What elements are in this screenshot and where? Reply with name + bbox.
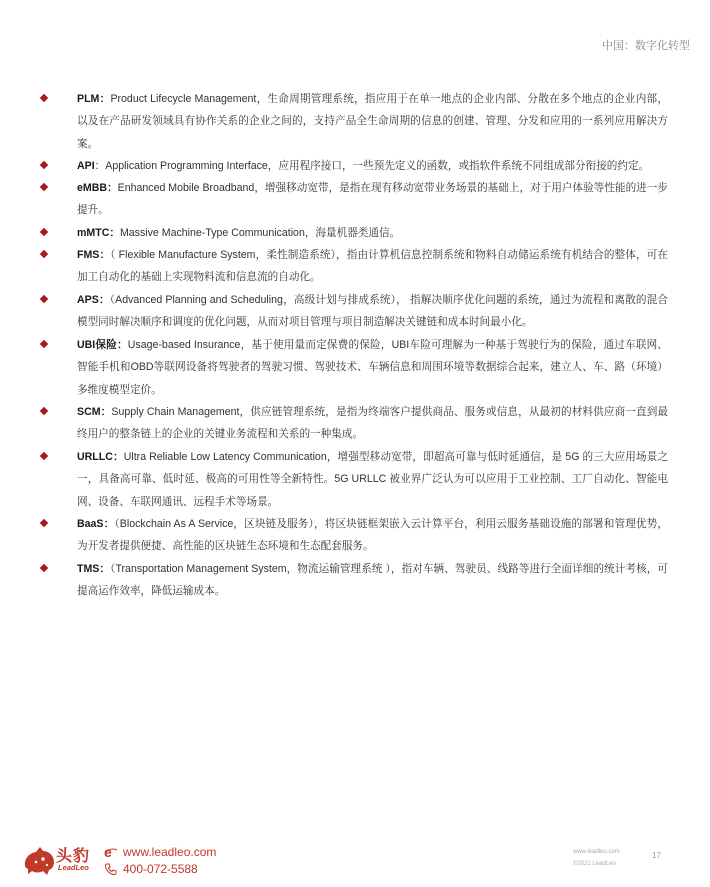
glossary-entry-tms <box>38 558 668 603</box>
contact-info <box>104 843 216 877</box>
glossary-term: PLM： <box>77 93 111 105</box>
glossary-entry-embb <box>38 177 668 222</box>
glossary-definition: （Transportation Management System，物流运输管理系统 ），指对车辆、驾驶员、线路等进行全面详细的统计考核，可提高运作效率，降低运输成本。 <box>77 563 668 598</box>
glossary-definition: （Advanced Planning and Scheduling，高级计划与排成系统）， 指解决顺序优化问题的系统，通过为流程和离散的混合模型同时解决顺序和调度的优化问题，从而对项目管理与项目制造解决关键链和成本时间最小化。 <box>77 294 668 329</box>
footer-meta <box>573 846 620 870</box>
logo-english-text: LeadLeo <box>58 863 89 872</box>
website-row <box>104 843 216 860</box>
glossary-entry-mmtc <box>38 222 668 244</box>
glossary-term: FMS： <box>77 249 111 261</box>
glossary-term: BaaS： <box>77 518 115 530</box>
glossary-term: eMBB： <box>77 182 118 194</box>
glossary-entry-baas <box>38 513 668 558</box>
header-title: 中国：数字化转型 <box>602 40 690 52</box>
phone-icon <box>104 862 118 876</box>
diamond-bullet-icon <box>40 452 48 460</box>
diamond-bullet-icon <box>40 161 48 169</box>
glossary-definition: Product Lifecycle Management，生命周期管理系统，指应用于在单一地点的企业内部、分散在多个地点的企业内部，以及在产品研发领域具有协作关系的企业之间的，支持产品全生命周期的信息的创建、管理、分发和应用的一系列应用解决方案。 <box>77 93 668 150</box>
glossary-term: SCM： <box>77 406 112 418</box>
phone-number: 400-072-5588 <box>123 861 198 876</box>
page-number: 17 <box>652 851 661 860</box>
diamond-bullet-icon <box>40 228 48 236</box>
diamond-bullet-icon <box>40 564 48 572</box>
glossary-definition: Usage-based Insurance，基于使用量而定保费的保险，UBI车险可理解为一种基于驾驶行为的保险，通过车联网、智能手机和OBD等联网设备将驾驶者的驾驶习惯、驾驶技术、车辆信息和周围环境等数据综合起来，建立人、车、路（环境）多维度模型定价。 <box>77 339 668 396</box>
footer-copyright: ©2021 LeadLeo <box>573 861 616 867</box>
web-icon <box>104 845 118 859</box>
diamond-bullet-icon <box>40 250 48 258</box>
svg-text:e: e <box>104 844 112 859</box>
glossary-entry-ubi <box>38 334 668 401</box>
diamond-bullet-icon <box>40 183 48 191</box>
diamond-bullet-icon <box>40 407 48 415</box>
glossary-term: TMS： <box>77 563 111 575</box>
glossary-term: API <box>77 160 95 172</box>
glossary-definition: （Blockchain As A Service，区块链及服务），将区块链框架嵌入云计算平台，利用云服务基础设施的部署和管理优势，为开发者提供便捷、高性能的区块链生态环境和生态配套服务。 <box>77 518 668 553</box>
diamond-bullet-icon <box>40 295 48 303</box>
leopard-logo-icon <box>22 844 56 876</box>
glossary-term: URLLC： <box>77 451 124 463</box>
glossary-term: mMTC： <box>77 227 120 239</box>
glossary-entry-fms <box>38 244 668 289</box>
website-link[interactable]: www.leadleo.com <box>123 844 217 859</box>
glossary-entry-scm <box>38 401 668 446</box>
glossary-term: APS： <box>77 294 110 306</box>
glossary-definition: （ Flexible Manufacture System，柔性制造系统），指由计算机信息控制系统和物料自动储运系统有机结合的整体，可在加工自动化的基础上实现物料流和信息流的自动化。 <box>77 249 668 284</box>
logo-chinese-text: 头豹 <box>56 848 91 865</box>
glossary-definition: Ultra Reliable Low Latency Communication，增强型移动宽带，即超高可靠与低时延通信，是 5G 的三大应用场景之一，具备高可靠、低时延、极高的可用性等全新特性。5G URLLC 被业界广泛认为可以应用于工业控制、工厂自动化、智能电网、设备、车联网通讯、远程手术等场景。 <box>77 451 668 508</box>
diamond-bullet-icon <box>40 94 48 102</box>
diamond-bullet-icon <box>40 519 48 527</box>
glossary-definition: Enhanced Mobile Broadband，增强移动宽带，是指在现有移动宽带业务场景的基础上，对于用户体验等性能的进一步提升。 <box>77 182 668 217</box>
diamond-bullet-icon <box>40 340 48 348</box>
glossary-term: UBI保险： <box>77 339 128 351</box>
glossary-definition: ：Application Programming Interface，应用程序接口，一些预先定义的函数，或指软件系统不同组成部分衔接的约定。 <box>94 160 650 172</box>
glossary-entry-aps <box>38 289 668 334</box>
glossary-entry-urllc <box>38 446 668 513</box>
phone-row <box>104 860 216 877</box>
glossary-definition: Massive Machine-Type Communication，海量机器类通信。 <box>119 227 401 239</box>
glossary-entry-plm <box>38 88 668 155</box>
footer-small-website: www.leadleo.com <box>573 849 620 855</box>
glossary-entry-api <box>38 155 668 177</box>
glossary-definition: Supply Chain Management，供应链管理系统，是指为终端客户提供商品、服务或信息，从最初的材料供应商一直到最终用户的整条链上的企业的关键业务流程和关系的一种集成。 <box>77 406 669 441</box>
